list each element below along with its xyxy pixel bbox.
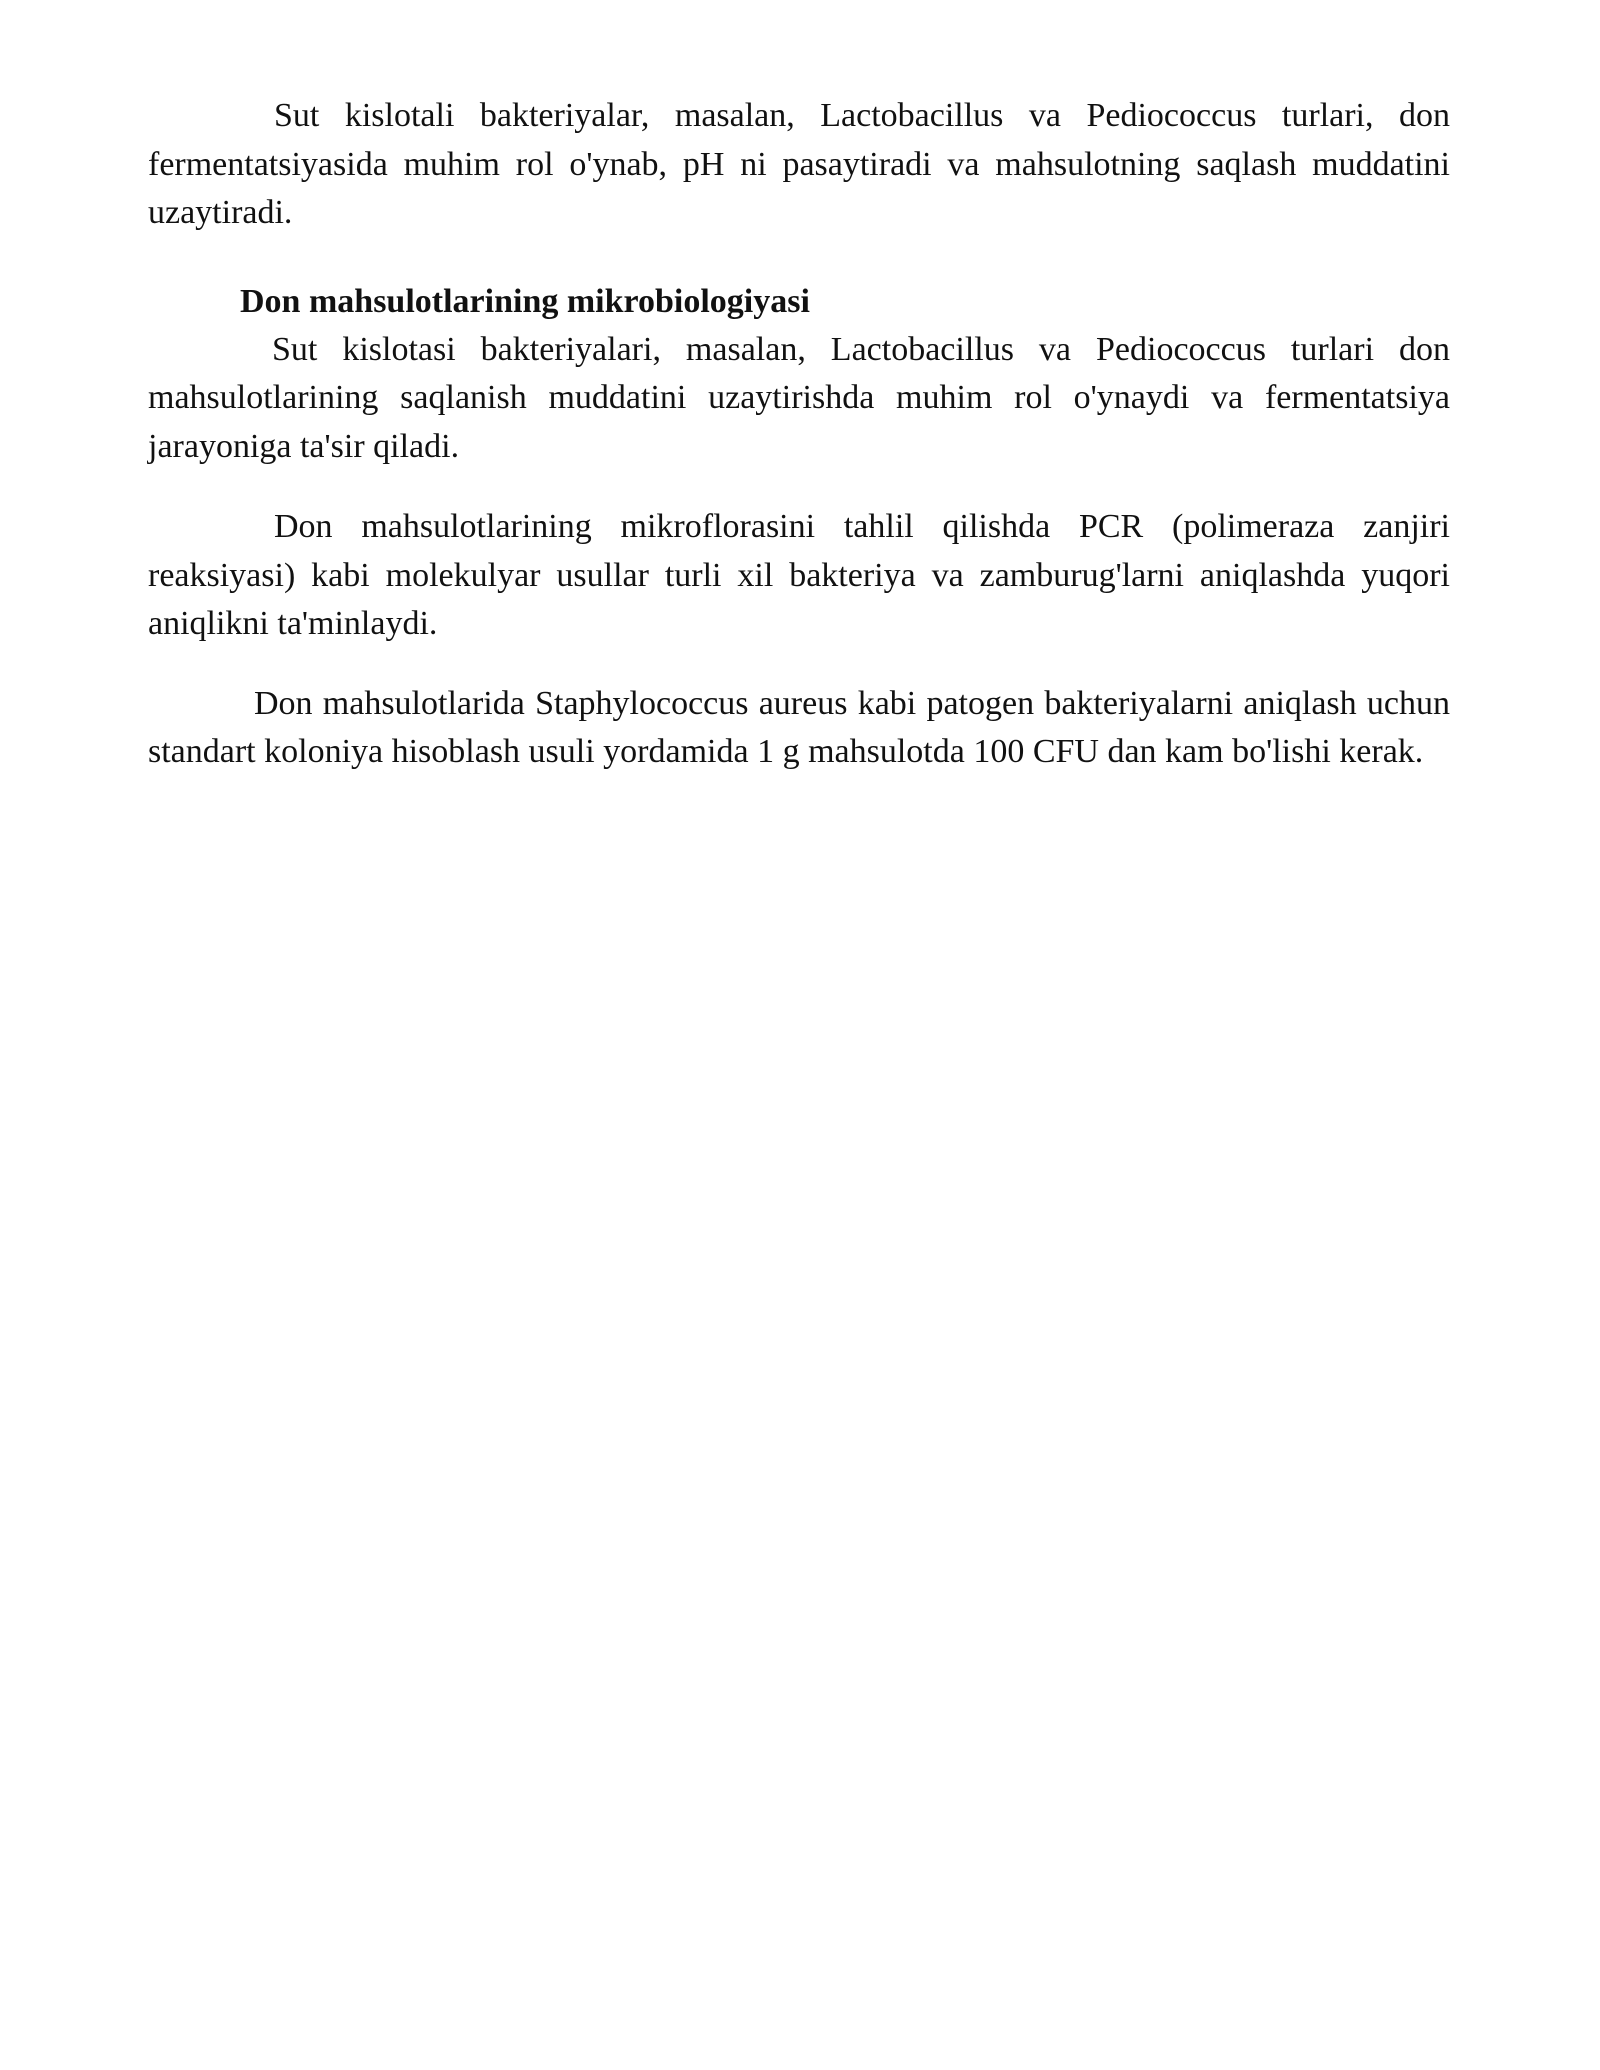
paragraph-pcr-analysis: Don mahsulotlarining mikroflorasini tahlil qilishda PCR (polimeraza zanjiri reaksiyasi) kabi molekulyar usullar turli xil bakteriya va zamburug'larni aniqlashda yuqori aniqlikni ta'minlaydi. <box>148 508 1450 642</box>
document-body <box>148 92 1450 777</box>
paragraph-lactic-acid-bacteria: Sut kislotali bakteriyalar, masalan, Lactobacillus va Pediococcus turlari, don fermentatsiyasida muhim rol o'ynab, pH ni pasaytiradi va mahsulotning saqlash muddatini uzaytiradi. <box>148 97 1450 231</box>
paragraph-spacer <box>148 471 1450 503</box>
paragraph-shelf-life: Sut kislotasi bakteriyalari, masalan, Lactobacillus va Pediococcus turlari don mahsulotlarining saqlanish muddatini uzaytirishda muhim rol o'ynaydi va fermentatsiya jarayoniga ta'sir qiladi. <box>148 330 1450 465</box>
paragraph-staphylococcus-detection: Don mahsulotlarida Staphylococcus aureus kabi patogen bakteriyalarni aniqlash uchun standart koloniya hisoblash usuli yordamida 1 g mahsulotda 100 CFU dan kam bo'lishi kerak. <box>148 684 1450 770</box>
paragraph-spacer <box>148 649 1450 680</box>
paragraph-spacer <box>148 238 1450 278</box>
section-heading: Don mahsulotlarining mikrobiologiyasi <box>240 282 810 320</box>
